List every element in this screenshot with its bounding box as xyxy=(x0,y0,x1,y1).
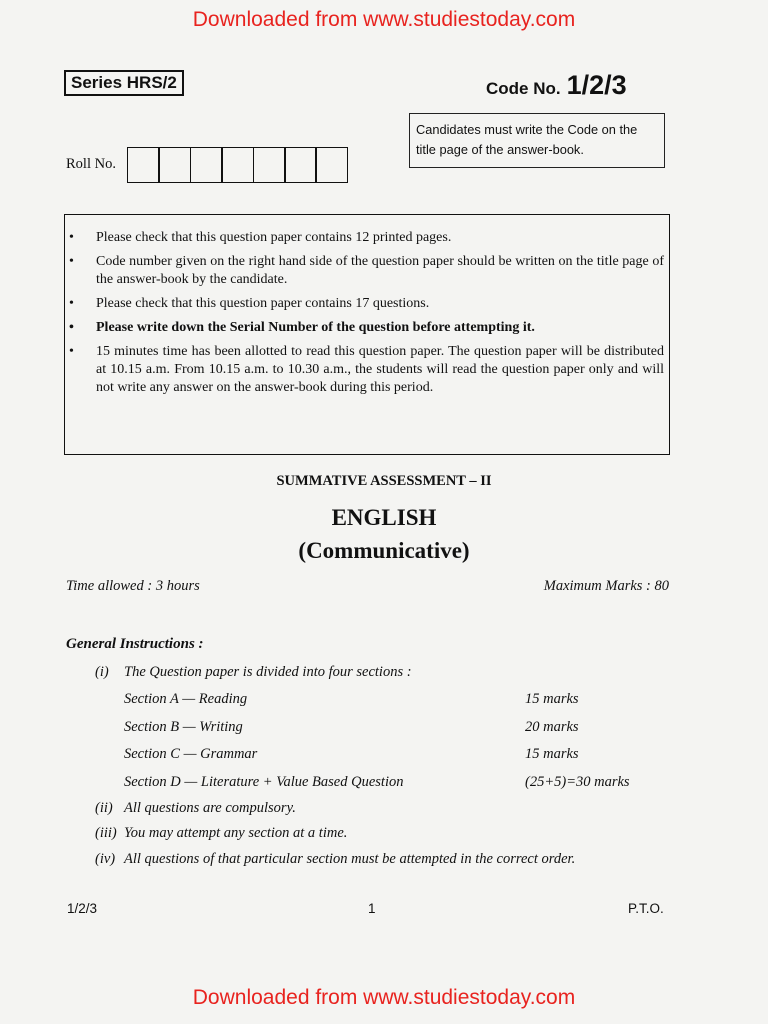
general-instructions-title: General Instructions : xyxy=(66,636,204,652)
watermark-top: Downloaded from www.studiestoday.com xyxy=(192,8,576,31)
code-value: 1/2/3 xyxy=(566,70,627,100)
notice-item: • Please write down the Serial Number of the question before attempting it. xyxy=(69,320,535,335)
bullet-icon: • xyxy=(69,254,74,269)
maximum-marks: Maximum Marks : 80 xyxy=(543,578,669,594)
section-marks: 15 marks xyxy=(525,746,579,762)
notice-item: • 15 minutes time has been allotted to read this question paper. The question paper will be distributed at 10.15 a.m. From 10.15 a.m. to 10.30 a.m., the students will read the question paper only and will not write any answer on the answer-book during this period. xyxy=(69,344,664,395)
roll-digit-box xyxy=(315,147,348,183)
code-label: Code No. xyxy=(486,79,561,98)
instruction-text: All questions of that particular section must be attempted in the correct order. xyxy=(124,851,576,867)
bullet-icon: • xyxy=(69,296,74,311)
bullet-icon: • xyxy=(69,230,74,245)
roll-digit-box xyxy=(158,147,191,183)
instruction-number: (ii) xyxy=(95,800,113,816)
footer-pto: P.T.O. xyxy=(628,901,664,916)
watermark-bottom: Downloaded from www.studiestoday.com xyxy=(192,986,576,1009)
instruction-number: (iii) xyxy=(95,825,117,841)
instruction-text: All questions are compulsory. xyxy=(124,800,296,816)
series-label: Series HRS/2 xyxy=(64,70,184,96)
section-name: Section C — Grammar xyxy=(124,746,258,762)
footer-code: 1/2/3 xyxy=(67,901,98,916)
section-marks: (25+5)=30 marks xyxy=(525,774,630,790)
page-number: 1 xyxy=(368,901,376,916)
roll-digit-box xyxy=(221,147,254,183)
roll-digit-box xyxy=(127,147,160,183)
instruction-text: You may attempt any section at a time. xyxy=(124,825,348,841)
section-marks: 20 marks xyxy=(525,719,579,735)
roll-digit-box xyxy=(190,147,223,183)
time-allowed: Time allowed : 3 hours xyxy=(66,578,200,594)
instruction-number: (i) xyxy=(95,664,109,680)
notice-item: • Please check that this question paper contains 12 printed pages. xyxy=(69,230,452,245)
roll-number-boxes xyxy=(127,147,347,183)
section-name: Section D — Literature + Value Based Question xyxy=(124,774,404,790)
subject-variant: (Communicative) xyxy=(298,538,470,563)
roll-digit-box xyxy=(284,147,317,183)
bullet-icon: • xyxy=(69,344,74,359)
instruction-number: (iv) xyxy=(95,851,116,867)
roll-number-label: Roll No. xyxy=(66,156,116,172)
bullet-icon: • xyxy=(69,320,74,335)
assessment-title: SUMMATIVE ASSESSMENT – II xyxy=(276,473,492,489)
notice-item: • Please check that this question paper contains 17 questions. xyxy=(69,296,430,311)
instruction-text: The Question paper is divided into four sections : xyxy=(124,664,412,680)
notice-item: • Code number given on the right hand side of the question paper should be written on the title page of the answer-book by the candidate. xyxy=(69,254,664,287)
instructions-notice-box xyxy=(64,214,670,455)
section-marks: 15 marks xyxy=(525,691,579,707)
code-number xyxy=(486,70,627,101)
subject-title: ENGLISH xyxy=(331,505,437,530)
roll-digit-box xyxy=(253,147,286,183)
section-name: Section B — Writing xyxy=(124,719,243,735)
section-name: Section A — Reading xyxy=(124,691,248,707)
candidate-note-box: Candidates must write the Code on the title page of the answer-book. xyxy=(409,113,665,168)
